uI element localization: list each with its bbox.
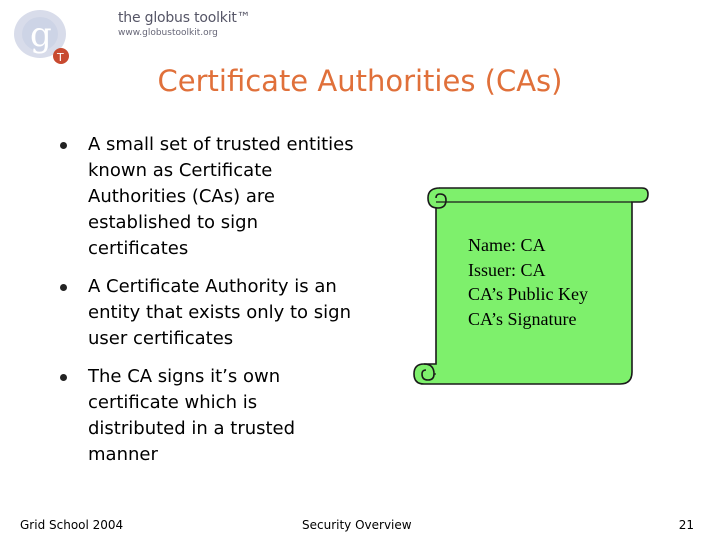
brand-url: www.globustoolkit.org — [118, 28, 218, 38]
bullet-text: A Certificate Authority is an entity that exists only to sign user certificates — [88, 276, 351, 349]
slide-title: Certificate Authorities (CAs) — [157, 64, 563, 98]
bullet-text: The CA signs it’s own certificate which is distributed in a trusted manner — [88, 366, 296, 465]
certificate-signature: CA’s Signature — [468, 308, 577, 329]
footer-event: Grid School 2004 — [20, 518, 124, 532]
bullet-text: A small set of trusted entities known as Certificate Authorities (CAs) are established to sign certificates — [88, 134, 354, 259]
bullet-dot-icon — [60, 142, 67, 149]
bullet-item — [58, 274, 358, 352]
footer-topic: Security Overview — [302, 518, 412, 532]
bullet-item — [58, 132, 358, 262]
certificate-public-key: CA’s Public Key — [468, 284, 589, 304]
bullet-list — [58, 132, 358, 480]
page-number: 21 — [678, 518, 694, 532]
certificate-fields — [468, 233, 638, 331]
certificate-issuer: Issuer: CA — [468, 259, 546, 280]
brand-name: the globus toolkit™ — [118, 10, 251, 26]
logo-badge-letter: T — [57, 51, 64, 64]
logo-letter: g — [30, 15, 52, 55]
bullet-item — [58, 364, 358, 468]
bullet-dot-icon — [60, 284, 67, 291]
bullet-dot-icon — [60, 374, 67, 381]
certificate-name: Name: CA — [468, 235, 546, 255]
